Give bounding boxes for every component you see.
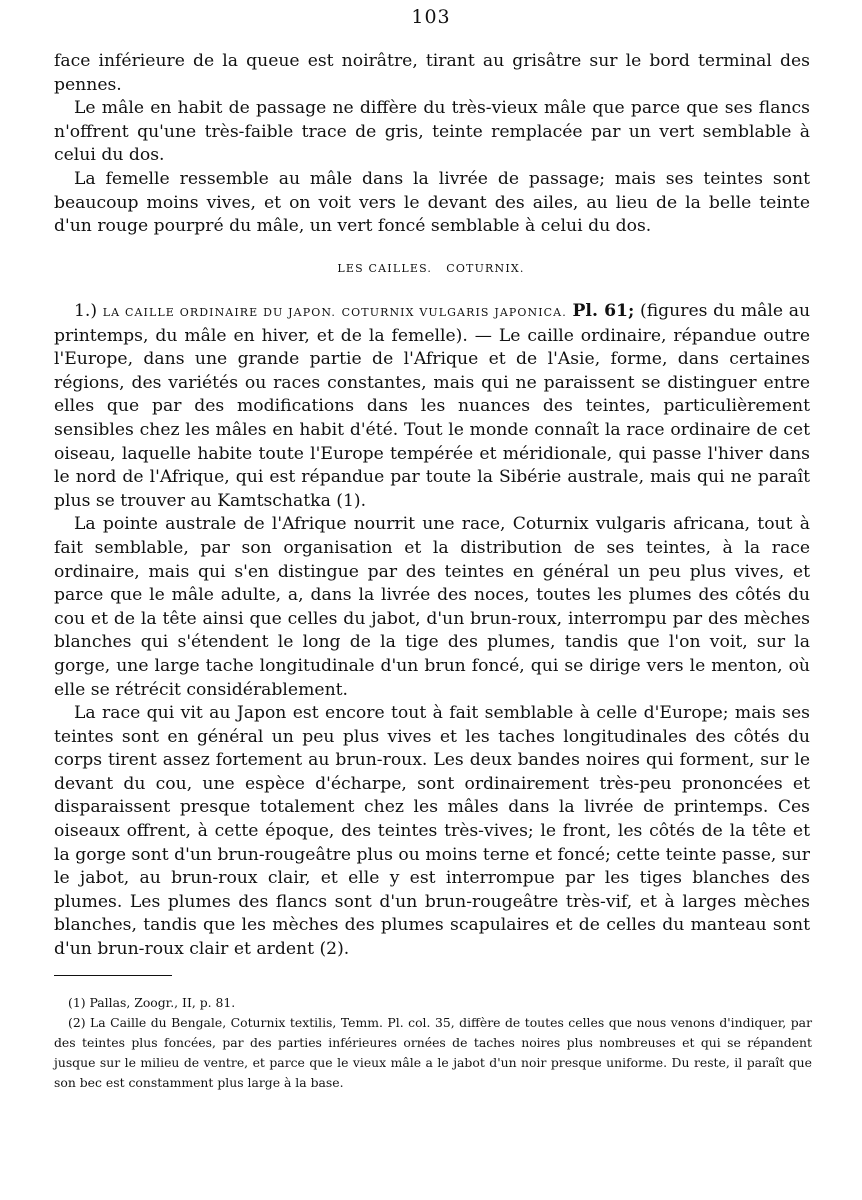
paragraph-male-passage: Le mâle en habit de passage ne diffère du très-vieux mâle que parce que ses flancs n'offrent qu'une très-faible trace de gris, teinte remplacée par un vert semblable à celui du dos. [54, 98, 810, 166]
paragraph-female: La femelle ressemble au mâle dans la livrée de passage; mais ses teintes sont beaucoup moins vives, et on voit vers le devant des ailes, au lieu de la belle teinte d'un rouge pourpré du mâle, un vert foncé semblable à celui du dos. [54, 168, 810, 237]
paragraph-japon: La race qui vit au Japon est encore tout à fait semblable à celle d'Europe; mais ses teintes sont en général un peu plus vives et les taches longitudinales des côtés du corps tirent assez fortement au brun-roux. Les deux bandes noires qui forment, sur le devant du cou, une espèce d'écharpe, sont ordinairement très-peu prononcées et disparaissent presque totalement chez les mâles dans la livrée de printemps. Ces oiseaux offrent, à cette époque, des teintes très-vives; le front, les côtés de la tête et la gorge sont d'un brun-rougeâtre plus ou moins terne et foncé; cette teinte passe, sur le jabot, au brun-roux clair, et elle y est interrompue par les tiges blanches des plumes. Les plumes des flancs sont d'un brun-rougeâtre très-vif, et à larges mèches blanches, tandis que les mèches des plumes scapulaires et de celles du manteau sont d'un brun-roux clair et ardent (2). [54, 703, 810, 960]
entry-common-name: LA CAILLE ORDINAIRE DU JAPON. [102, 306, 336, 319]
entry-plate: Pl. 61; [572, 301, 635, 321]
footnotes [54, 993, 812, 1093]
text-block-main [54, 300, 810, 962]
entry-latin-name: COTURNIX VULGARIS JAPONICA. [341, 306, 567, 319]
entry-number: 1.) [74, 301, 98, 321]
text-block-top [54, 50, 810, 239]
section-heading: LES CAILLES. COTURNIX. [337, 262, 525, 275]
footnote-1: (1) Pallas, Zoogr., II, p. 81. [68, 995, 236, 1010]
paragraph-continuation: face inférieure de la queue est noirâtre, tirant au grisâtre sur le bord terminal des pennes. [54, 51, 810, 95]
page-number: 103 [411, 6, 451, 28]
paragraph-africana: La pointe australe de l'Afrique nourrit une race, Coturnix vulgaris africana, tout à fait semblable, par son organisation et la distribution de ses teintes, à la race ordinaire, mais qui s'en distingue par des teintes en général un peu plus vives, et parce que le mâle adulte, a, dans la livrée des noces, toutes les plumes des côtés du cou et de la tête ainsi que celles du jabot, d'un brun-roux, interrompu par des mèches blanches qui s'étendent le long de la tige des plumes, tandis que l'on voit, sur la gorge, une large tache longitudinale d'un brun foncé, qui se dirige vers le menton, où elle se rétrécit considérablement. [54, 514, 810, 700]
footnote-divider [54, 975, 172, 976]
footnote-2: (2) La Caille du Bengale, Coturnix textilis, Temm. Pl. col. 35, diffère de toutes celles que nous venons d'indiquer, par des teintes plus foncées, par des parties inférieures ornées de taches noires plus nombreuses et qui se répandent jusque sur le milieu de ventre, et parce que le vieux mâle a le jabot d'un noir presque uniforme. Du reste, il paraît que son bec est constamment plus large à la base. [54, 1015, 812, 1090]
paragraph-entry [54, 300, 810, 513]
entry-text: (figures du mâle au printemps, du mâle en hiver, et de la femelle). — Le caille ordinaire, répandue outre l'Europe, dans une grande partie de l'Afrique et de l'Asie, forme, dans certaines régions, des variétés ou races constantes, mais qui ne paraissent se distinguer entre elles que par des modifications dans les nuances des teintes, particulièrement sensibles chez les mâles en habit d'été. Tout le monde connaît la race ordinaire de cet oiseau, laquelle habite toute l'Europe tempérée et méridionale, qui passe l'hiver dans le nord de l'Afrique, qui est répandue par toute la Sibérie australe, mais qui ne paraît plus se trouver au Kamtschatka (1). [54, 301, 811, 511]
